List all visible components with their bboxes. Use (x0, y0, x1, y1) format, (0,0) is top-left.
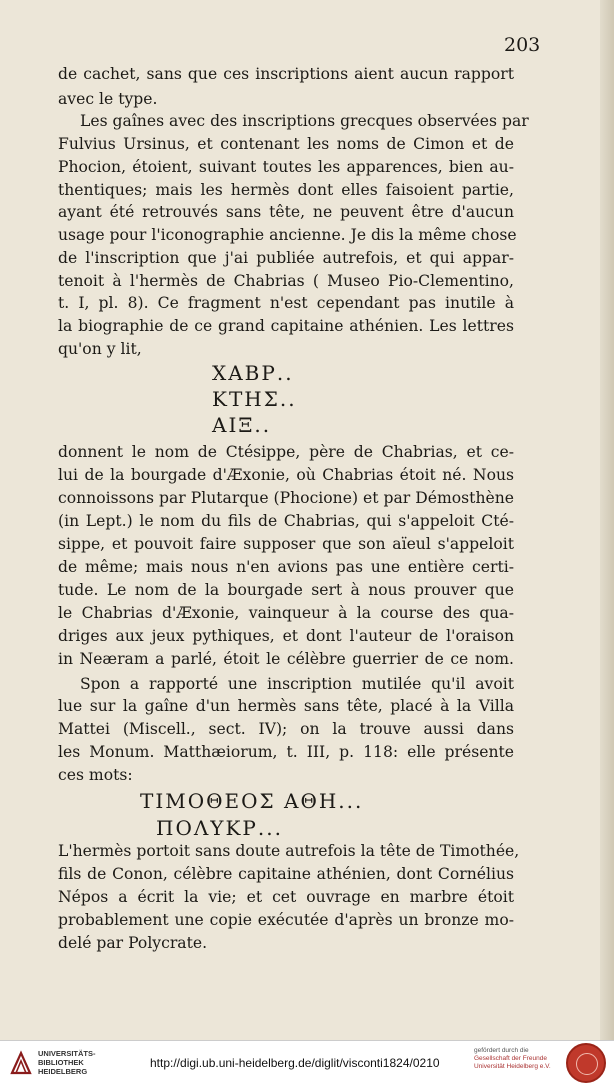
text-line: qu'on y lit, (58, 340, 142, 358)
text-line: le Chabrias d'Æxonie, vainqueur à la course des qua- (58, 604, 514, 622)
greek-inscription-line: ΑΙΞ.. (212, 413, 272, 437)
text-line: lue sur la gaîne d'un hermès sans tête, placé à la Villa (58, 697, 514, 715)
text-line: connoissons par Plutarque (Phocione) et par Démosthène (58, 489, 514, 507)
text-line: Fulvius Ursinus, et contenant les noms de Cimon et de (58, 135, 514, 153)
page-number: 203 (504, 34, 541, 56)
text-line: ces mots: (58, 766, 133, 784)
text-line: les Monum. Matthæiorum, t. III, p. 118: elle présente (58, 743, 514, 761)
permalink-url[interactable]: http://digi.ub.uni-heidelberg.de/diglit/visconti1824/0210 (150, 1056, 440, 1070)
text-line: usage pour l'iconographie ancienne. Je dis la même chose (58, 226, 517, 244)
text-line: delé par Polycrate. (58, 934, 208, 952)
text-line: Phocion, étoient, suivant toutes les apparences, bien au- (58, 158, 514, 176)
text-line: sippe, et pouvoit faire supposer que son aïeul s'appeloit (58, 535, 514, 553)
greek-inscription-line: ΧΑΒΡ.. (212, 361, 294, 385)
text-line: Spon a rapporté une inscription mutilée qu'il avoit (80, 675, 514, 693)
text-line: probablement une copie exécutée d'après un bronze mo- (58, 911, 514, 929)
text-line: Les gaînes avec des inscriptions grecques observées par (80, 112, 529, 130)
text-line: thentiques; mais les hermès dont elles faisoient partie, (58, 181, 514, 199)
library-name: UNIVERSITÄTS- BIBLIOTHEK HEIDELBERG (38, 1049, 96, 1076)
text-line: avec le type. (58, 90, 158, 108)
text-line: fils de Conon, célèbre capitaine athénien, dont Cornélius (58, 865, 514, 883)
sponsor-credit: gefördert durch die Gesellschaft der Freunde Universität Heidelberg e.V. (474, 1047, 551, 1070)
text-line: t. I, pl. 8). Ce fragment n'est cependant pas inutile à (58, 294, 514, 312)
text-line: ayant été retrouvés sans tête, ne peuvent être d'aucun (58, 203, 514, 221)
text-line: de l'inscription que j'ai publiée autrefois, et qui appar- (58, 249, 514, 267)
text-line: la biographie de ce grand capitaine athénien. Les lettres (58, 317, 514, 335)
text-line: Mattei (Miscell., sect. IV); on la trouve aussi dans (58, 720, 514, 738)
text-line: tude. Le nom de la bourgade sert à nous prouver que (58, 581, 514, 599)
text-line: L'hermès portoit sans doute autrefois la tête de Timothée, (58, 842, 520, 860)
text-line: lui de la bourgade d'Æxonie, où Chabrias étoit né. Nous (58, 466, 514, 484)
greek-inscription-line: ΤΙΜΟΘΕΟΣ ΑΘΗ... (140, 789, 364, 813)
text-line: (in Lept.) le nom du fils de Chabrias, qui s'appeloit Cté- (58, 512, 514, 530)
text-line: driges aux jeux pythiques, et dont l'auteur de l'oraison (58, 627, 514, 645)
text-line: tenoit à l'hermès de Chabrias ( Museo Pio-Clementino, (58, 272, 514, 290)
greek-inscription-line: ΚΤΗΣ.. (212, 387, 297, 411)
viewer-footer (0, 1040, 614, 1086)
text-line: de cachet, sans que ces inscriptions aient aucun rapport (58, 65, 514, 83)
text-line: in Neæram a parlé, étoit le célèbre guerrier de ce nom. (58, 650, 514, 668)
text-line: de même; mais nous n'en avions pas une entière certi- (58, 558, 514, 576)
text-line: donnent le nom de Ctésippe, père de Chabrias, et ce- (58, 443, 514, 461)
text-line: Népos a écrit la vie; et cet ouvrage en marbre étoit (58, 888, 514, 906)
university-seal-icon[interactable] (566, 1043, 606, 1083)
university-library-logo-icon[interactable] (8, 1049, 34, 1077)
greek-inscription-line: ΠΟΛΥΚΡ... (156, 816, 283, 840)
